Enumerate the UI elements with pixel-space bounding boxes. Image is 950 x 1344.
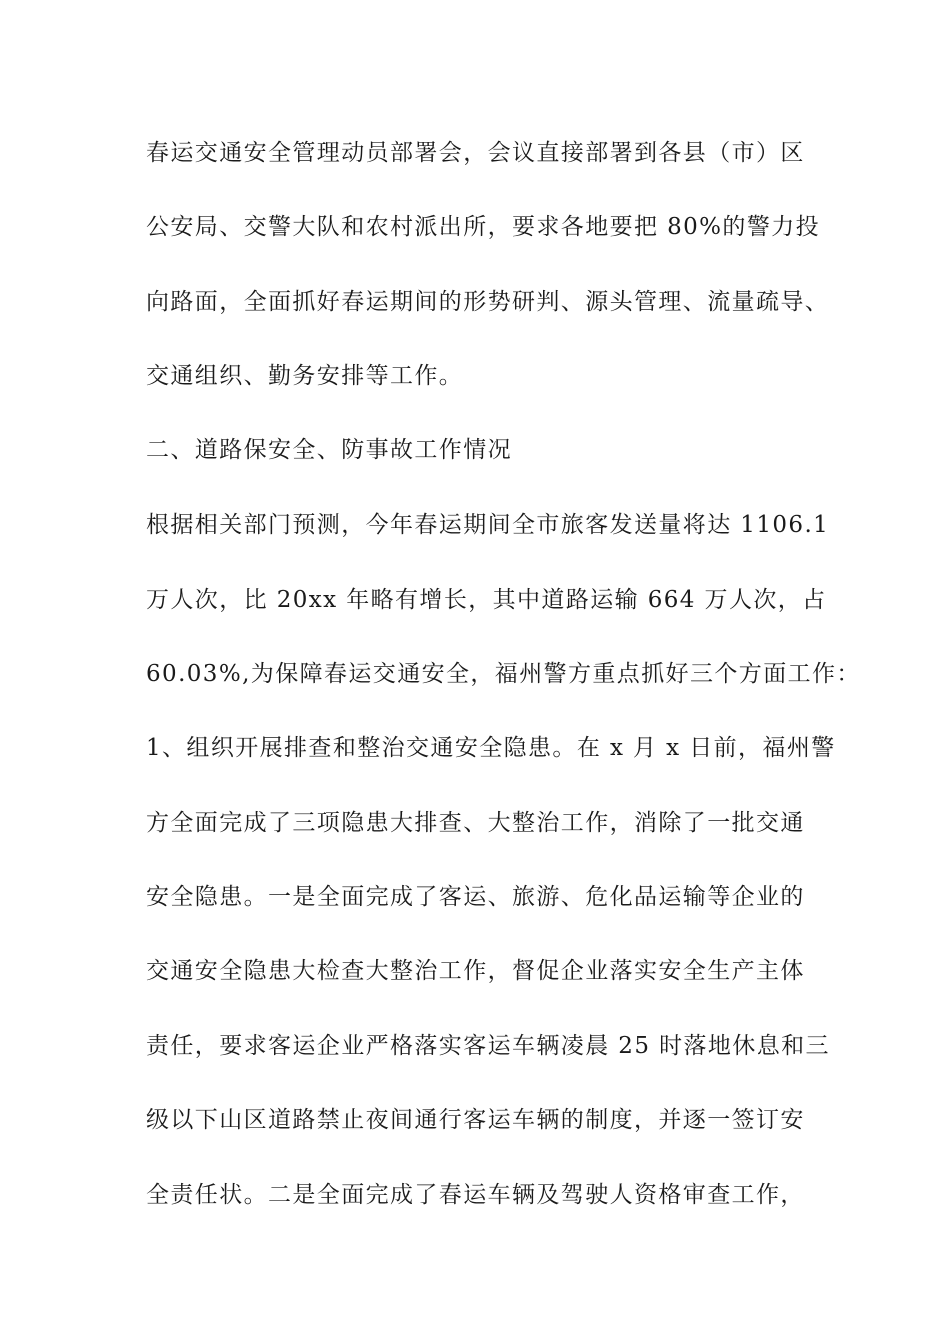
text-line: 安全隐患。一是全面完成了客运、旅游、危化品运输等企业的: [146, 884, 805, 910]
text-line: 方全面完成了三项隐患大排查、大整治工作，消除了一批交通: [146, 810, 805, 836]
text-line: 1、组织开展排查和整治交通安全隐患。在 x 月 x 日前，福州警: [146, 735, 836, 761]
text-line: 万人次，比 20xx 年略有增长，其中道路运输 664 万人次，占: [146, 587, 827, 613]
text-line: 根据相关部门预测，今年春运期间全市旅客发送量将达 1106.1: [146, 512, 830, 538]
text-line: 交通组织、勤务安排等工作。: [146, 363, 464, 389]
text-line: 60.03%,为保障春运交通安全，福州警方重点抓好三个方面工作：: [146, 661, 861, 687]
text-line: 全责任状。二是全面完成了春运车辆及驾驶人资格审查工作，: [146, 1182, 805, 1208]
text-line: 责任，要求客运企业严格落实客运车辆凌晨 25 时落地休息和三: [146, 1033, 830, 1059]
text-line: 交通安全隐患大检查大整治工作，督促企业落实安全生产主体: [146, 958, 805, 984]
text-line: 向路面，全面抓好春运期间的形势研判、源头管理、流量疏导、: [146, 289, 830, 315]
section-heading: 二、道路保安全、防事故工作情况: [146, 437, 512, 463]
text-line: 春运交通安全管理动员部署会，会议直接部署到各县（市）区: [146, 140, 805, 166]
text-line: 公安局、交警大队和农村派出所，要求各地要把 80%的警力投: [146, 214, 821, 240]
text-line: 级以下山区道路禁止夜间通行客运车辆的制度，并逐一签订安: [146, 1107, 805, 1133]
